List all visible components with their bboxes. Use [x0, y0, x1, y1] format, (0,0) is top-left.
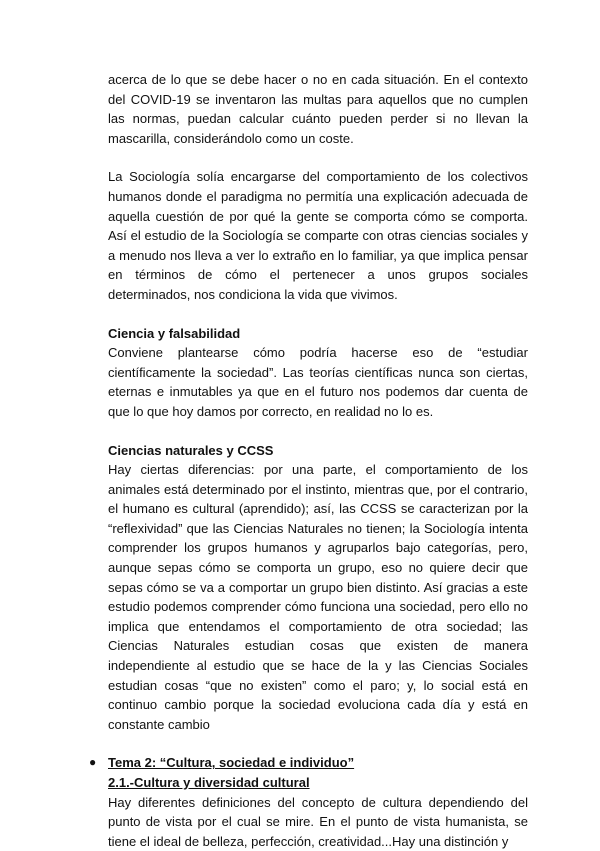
heading-ciencia-falsabilidad: Ciencia y falsabilidad [108, 325, 241, 341]
bullet-icon: ● [89, 755, 97, 770]
subheading-cultura-diversidad: 2.1.-Cultura y diversidad cultural [108, 775, 310, 790]
spacer [108, 148, 528, 167]
paragraph-sociologia: La Sociología solía encargarse del comportamiento de los colectivos humanos donde el paradigma no permitía una explicación adecuada de aquella cuestión de por qué la gente se comporta cómo se comporta. Así el estudio de la Sociología se comparte con otras ciencias sociales y a menudo nos lleva a ver lo extraño en lo familiar, ya que implica pensar en términos de cómo el pertenecer a unos grupos sociales determinados, nos condiciona la vida que vivimos. [108, 169, 528, 302]
paragraph-covid: acerca de lo que se debe hacer o no en cada situación. En el contexto del COVID-19 se inventaron las multas para aquellos que no cumplen las normas, puedan calcular cuánto pueden perder si no llevan la mascarilla, considerándolo como un coste. [108, 72, 528, 146]
heading-ciencias-naturales-ccss: Ciencias naturales y CCSS [108, 442, 274, 458]
spacer [108, 734, 528, 753]
paragraph-ccss: Hay ciertas diferencias: por una parte, el comportamiento de los animales está determinado por el instinto, mientras que, por el contrario, el humano es cultural (aprendido); así, las CCSS se caracterizan por la “reflexividad” que las Ciencias Naturales no tienen; la Sociología intenta comprender los grupos humanos y agruparlos bajo categorías, pero, aunque sepas cómo se comporta un grupo, eso no quiere decir que sepas cómo se va a comportar un grupo bien distinto. Así gracias a este estudio podemos comprender cómo funciona una sociedad, pero ello no implica que entendamos el comportamiento de otra sociedad; las Ciencias Naturales estudian cosas que existen de manera independiente al estudio que se hace de la y las Ciencias Sociales estudian cosas “que no existen” como el paro; y, lo social está en continuo cambio porque la sociedad evoluciona cada día y está en constante cambio [108, 462, 528, 732]
paragraph-ciencia: Conviene plantearse cómo podría hacerse eso de “estudiar científicamente la sociedad”. Las teorías científicas nunca son ciertas, eternas e inmutables ya que en el futuro nos podemos dar cuenta de que lo que hoy damos por correcto, en realidad no lo es. [108, 345, 528, 419]
spacer [108, 422, 528, 441]
heading-tema2: Tema 2: “Cultura, sociedad e individuo” [108, 755, 355, 771]
document-body [89, 70, 528, 851]
paragraph-cultura: Hay diferentes definiciones del concepto de cultura dependiendo del punto de vista por el cual se mire. En el punto de vista humanista, se tiene el ideal de belleza, perfección, creatividad...Hay una distinción y [108, 794, 528, 849]
tema2-list-item [89, 753, 528, 851]
spacer [108, 305, 528, 324]
